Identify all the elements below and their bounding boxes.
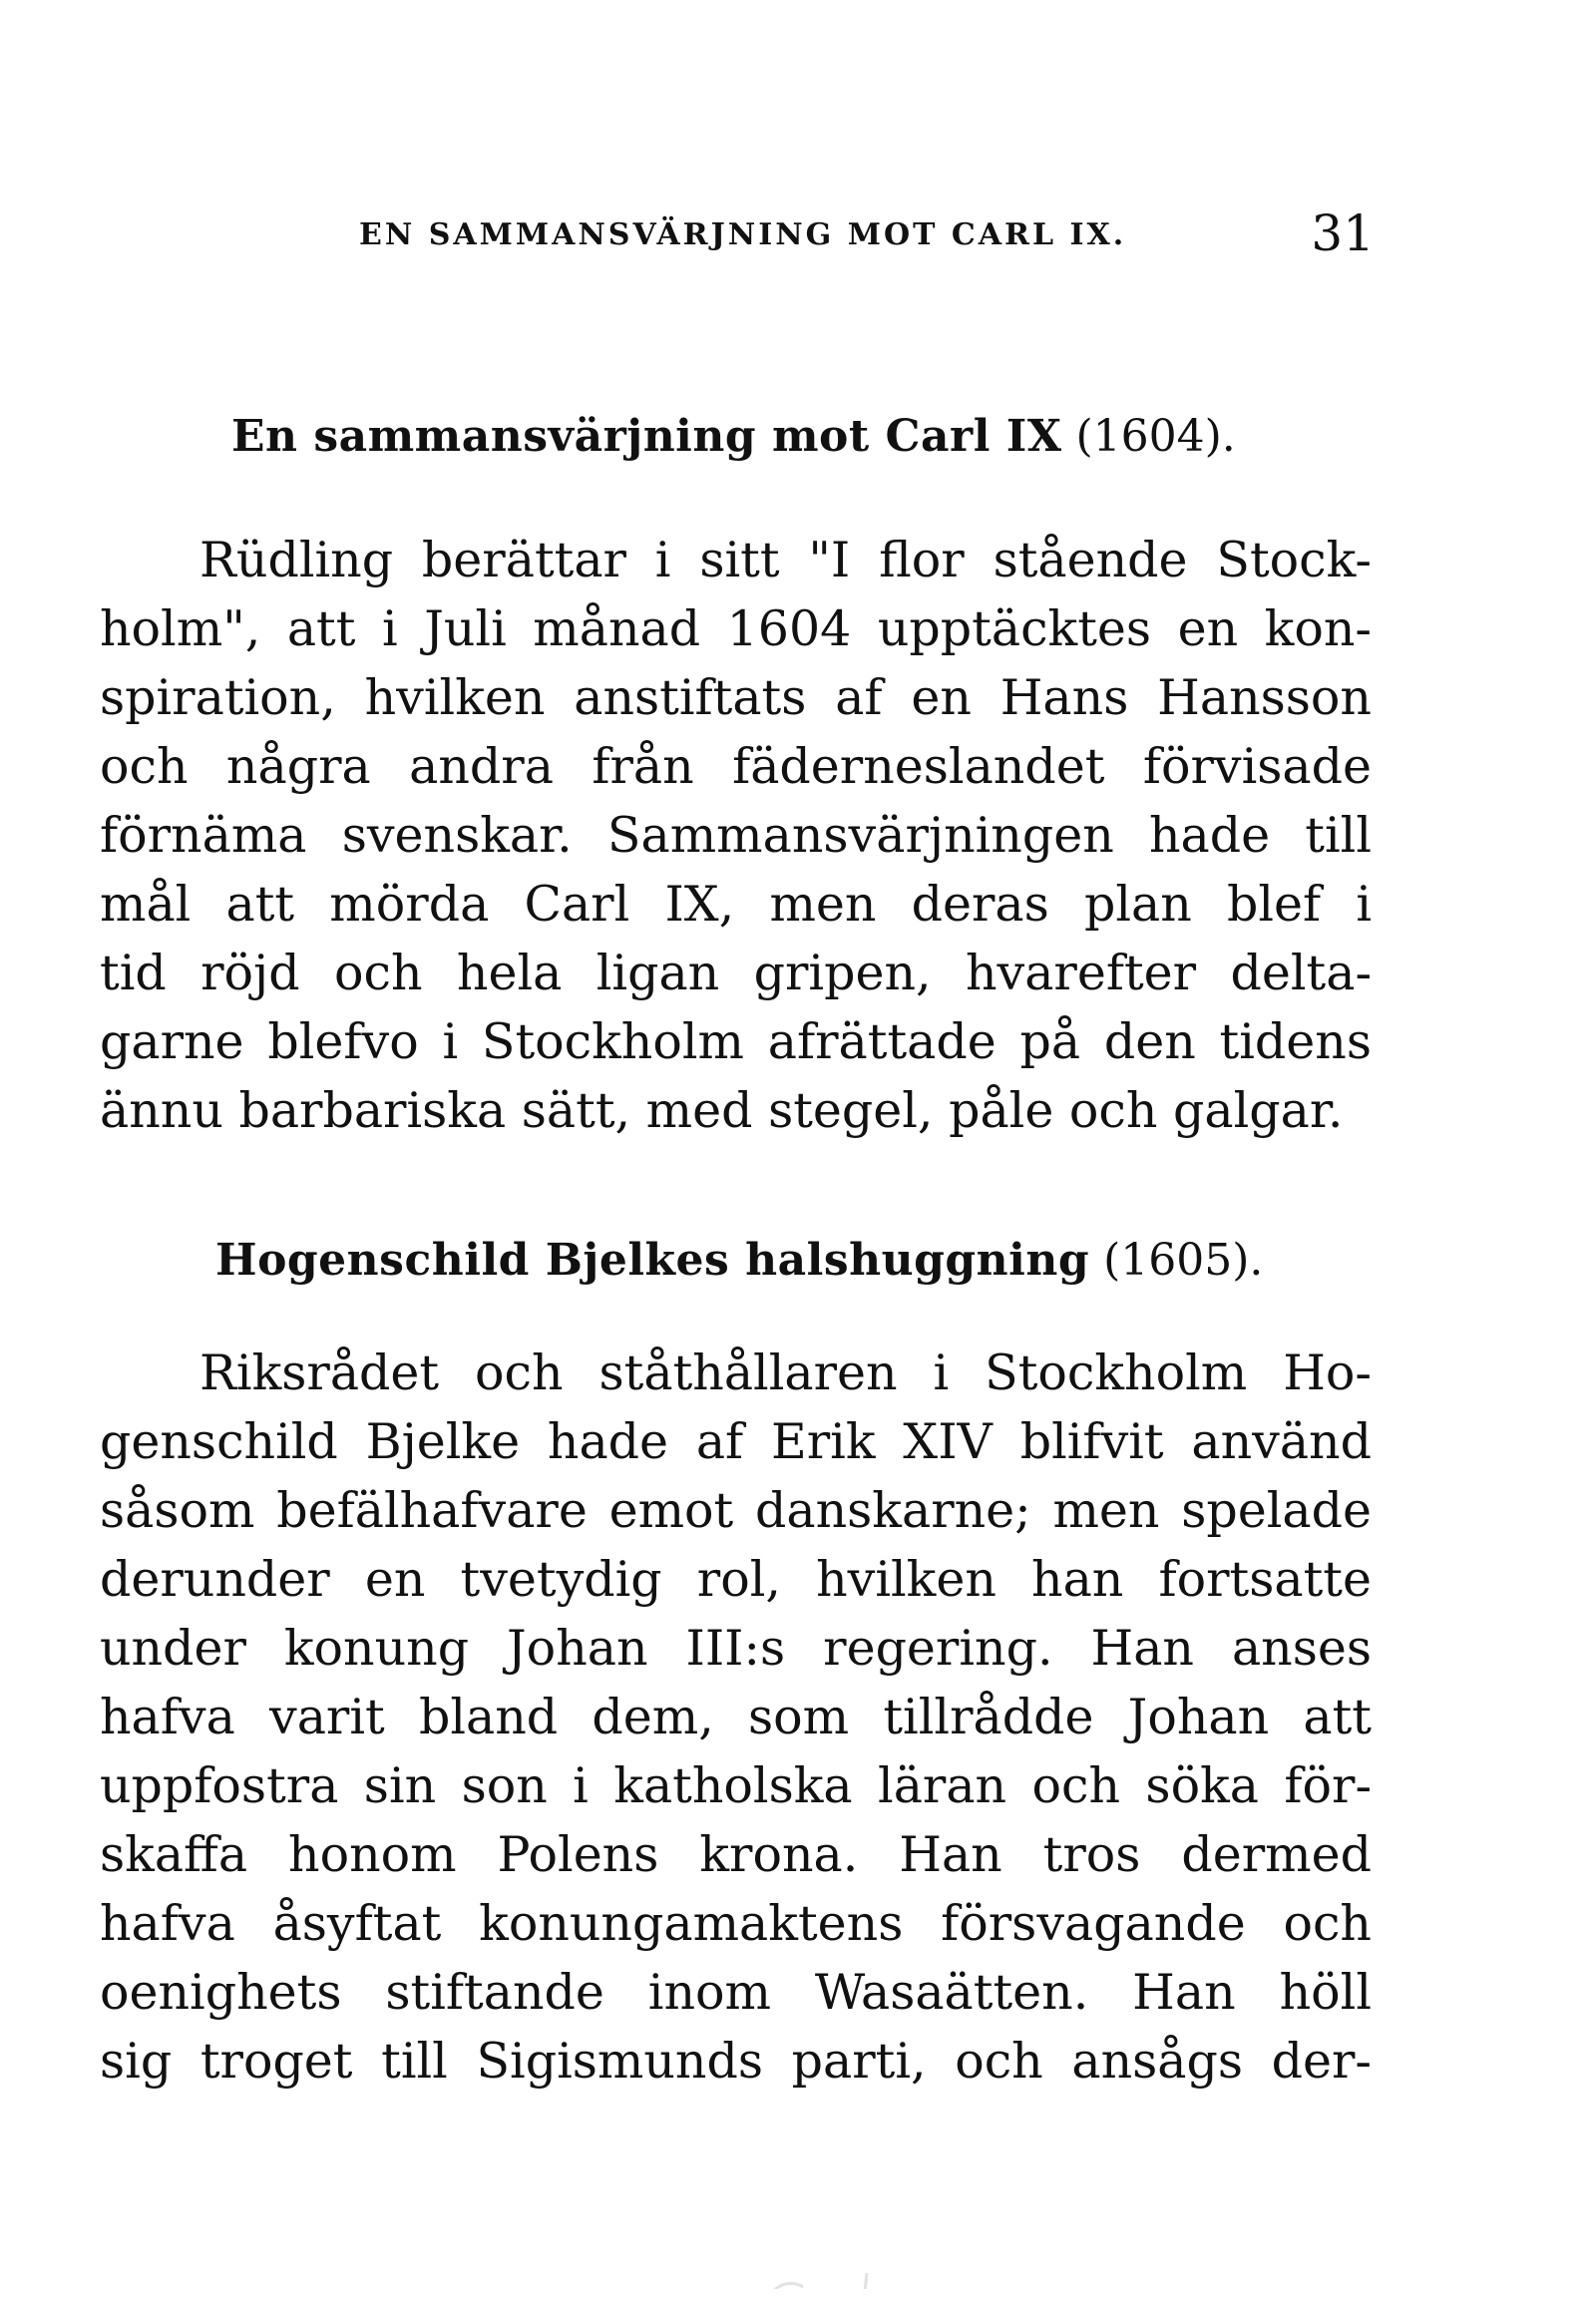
text-line: derunder en tvetydig rol, hvilken han fortsatte — [100, 1551, 1372, 1608]
text-line: genschild Bjelke hade af Erik XIV blifvit använd — [100, 1413, 1372, 1470]
text-line: mål att mörda Carl IX, men deras plan blef i — [100, 876, 1372, 933]
text-line: tid röjd och hela ligan gripen, hvarefter delta- — [100, 945, 1372, 1001]
text-line: och några andra från fäderneslandet förvisade — [100, 738, 1372, 795]
text-line: uppfostra sin son i katholska läran och söka för- — [100, 1757, 1372, 1814]
text-line: skaffa honom Polens krona. Han tros dermed — [100, 1826, 1372, 1883]
text-line: garne blefvo i Stockholm afrättade på den tidens — [100, 1013, 1372, 1070]
text-line: sig troget till Sigismunds parti, och ansågs der- — [100, 2033, 1372, 2090]
text-line: såsom befälhafvare emot danskarne; men spelade — [100, 1482, 1372, 1539]
section-heading-2-title: Hogenschild Bjelkes halshuggning — [215, 1235, 1090, 1286]
text-line: förnäma svenskar. Sammansvärjningen hade till — [100, 807, 1372, 864]
section-heading-1-title: En sammansvärjning mot Carl IX — [231, 411, 1062, 462]
running-title: EN SAMMANSVÄRJNING MOT CARL IX. — [359, 217, 1127, 252]
text-line: hafva åsyftat konungamaktens försvagande och — [100, 1895, 1372, 1952]
watermark-shape-icon — [743, 2269, 943, 2289]
page-number: 31 — [1311, 204, 1375, 262]
text-line: hafva varit bland dem, som tillrådde Johan att — [100, 1689, 1372, 1745]
section-heading-1-date: (1604). — [1075, 411, 1236, 462]
text-line: oenighets stiftande inom Wasaätten. Han höll — [100, 1964, 1372, 2021]
text-line: Rüdling berättar i sitt "I flor stående Stock- — [200, 532, 1372, 588]
text-line: Riksrådet och ståthållaren i Stockholm Ho- — [200, 1344, 1372, 1401]
section-heading-1 — [231, 411, 1236, 462]
section-heading-2 — [215, 1235, 1263, 1286]
text-line: holm", att i Juli månad 1604 upptäcktes en kon- — [100, 600, 1372, 657]
text-line: ännu barbariska sätt, med stegel, påle och galgar. — [100, 1082, 1344, 1139]
section-heading-2-date: (1605). — [1103, 1235, 1264, 1286]
faint-watermark-fragment — [743, 2249, 943, 2289]
text-line: under konung Johan III:s regering. Han anses — [100, 1620, 1372, 1677]
text-line: spiration, hvilken anstiftats af en Hans Hansson — [100, 669, 1372, 726]
